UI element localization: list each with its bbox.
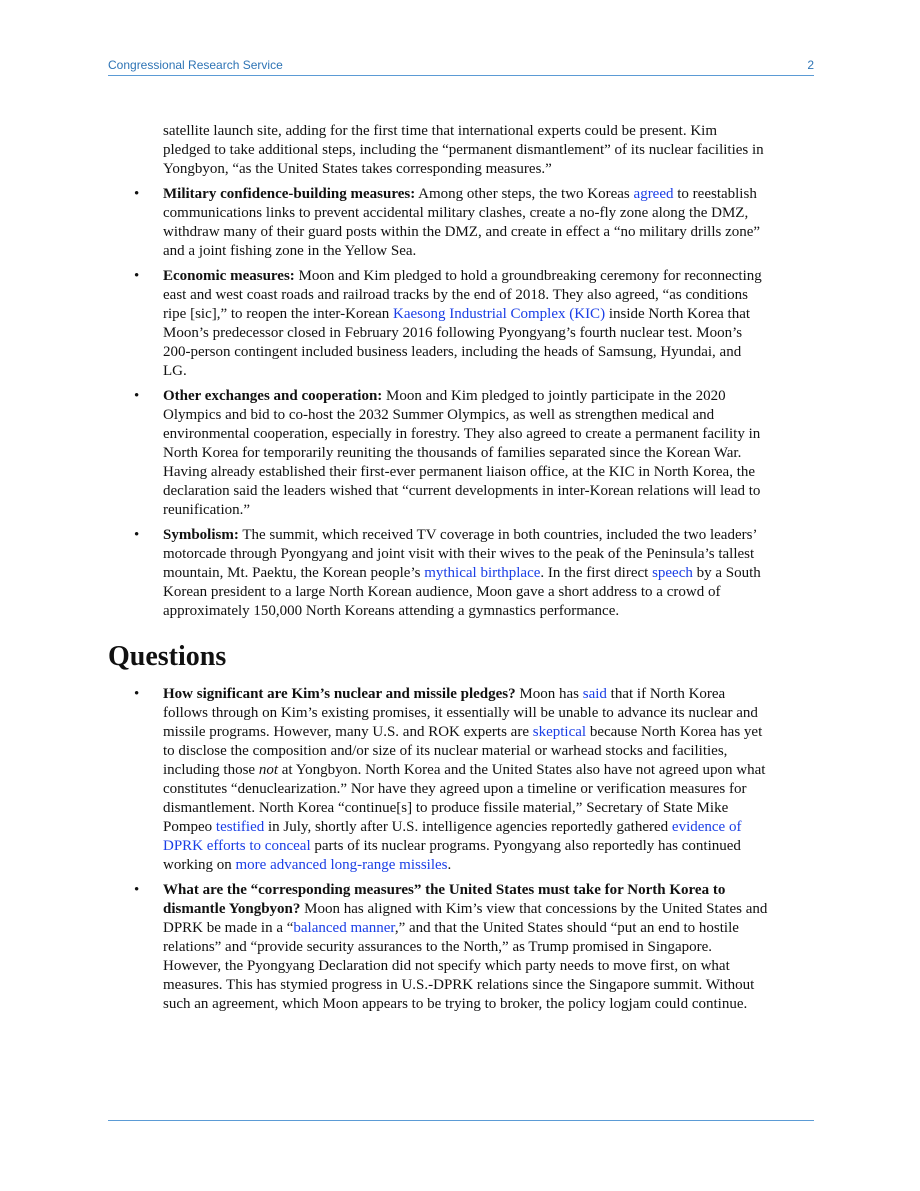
text-run: in July, shortly after U.S. intelligence agencies reportedly gathered (264, 819, 672, 835)
text-run: . (447, 857, 452, 873)
page-number: 2 (807, 58, 814, 72)
hyperlink[interactable]: speech (652, 565, 693, 581)
summit-outcomes-list (108, 185, 768, 621)
bold-lead-text: What are the “corresponding measures” the United States must take for North Korea to dismantle Yongbyon? (163, 882, 726, 917)
bullet-item (108, 267, 768, 381)
text-run: . In the first direct (540, 565, 653, 581)
bullet-icon: • (134, 268, 140, 284)
header-org: Congressional Research Service (108, 58, 283, 72)
text-run: Moon and Kim pledged to hold a groundbreaking ceremony for reconnecting east and west coast roads and railroad tracks by the end of 2018. They also agreed, “as conditions ripe [sic],” to reopen the inter-Korean (163, 268, 762, 322)
bullet-icon: • (134, 527, 140, 543)
bold-lead-text: Other exchanges and cooperation: (163, 388, 383, 404)
document-body (108, 122, 768, 1014)
italic-text: not (258, 762, 278, 778)
text-run: satellite launch site, adding for the first time that international experts could be present. Kim pledged to take additional steps, including the “permanent dismantlement” of its nuclear facilities in Yongbyon, “as the United States takes corresponding measures.” (163, 123, 764, 177)
hyperlink[interactable]: said (582, 686, 607, 702)
text-run: that if North Korea follows through on Kim’s existing promises, it essentially will be unable to advance its nuclear and missile programs. However, many U.S. and ROK experts are (163, 686, 758, 740)
bold-lead-text: Symbolism: (163, 527, 239, 543)
bullet-icon: • (134, 388, 140, 404)
hyperlink[interactable]: mythical birthplace (424, 565, 541, 581)
bullet-item (108, 185, 768, 261)
page-header (108, 58, 814, 74)
text-run: ,” and that the United States should “put an end to hostile relations” and “provide security assurances to the North,” as Trump promised in Singapore. However, the Pyongyang Declaration did not specify which party needs to move first, on what measures. This has stymied progress in U.S.-DPRK relations since the Singapore summit. Without such an agreement, which Moon appears to be trying to broker, the policy logjam could continue. (163, 920, 755, 1012)
text-run: The summit, which received TV coverage in both countries, included the two leaders’ motorcade through Pyongyang and joint visit with their wives to the peak of the Peninsula’s tallest mountain, Mt. Paektu, the Korean people’s (163, 527, 757, 581)
text-run: because North Korea has yet to disclose the composition and/or size of its nuclear material or warhead stocks and facilities, including those (163, 724, 763, 778)
hyperlink[interactable]: agreed (633, 186, 674, 202)
header-rule (108, 75, 814, 76)
text-run: to reestablish communications links to prevent accidental military clashes, create a no-fly zone along the DMZ, withdraw many of their guard posts within the DMZ, and create in effect a “no military drills zone” and a joint fishing zone in the Yellow Sea. (163, 186, 761, 259)
hyperlink[interactable]: skeptical (532, 724, 587, 740)
bullet-item (108, 526, 768, 621)
bullet-item (108, 685, 768, 875)
hyperlink[interactable]: balanced manner (293, 920, 395, 936)
text-run: Moon and Kim pledged to jointly participate in the 2020 Olympics and bid to co-host the 2032 Summer Olympics, as well as strengthen medical and environmental cooperation, especially in forestry. They also agreed to create a permanent facility in North Korea for temporarily reuniting the thousands of families separated since the Korean War. Having already established their first-ever permanent liaison office, at the KIC in North Korea, the declaration said the leaders wished that “current developments in inter-Korean relations will lead to reunification.” (163, 388, 761, 518)
footer-rule (108, 1120, 814, 1121)
questions-list (108, 685, 768, 1014)
bullet-item (108, 387, 768, 520)
text-run: Moon has (515, 686, 583, 702)
text-run: Moon has aligned with Kim’s view that concessions by the United States and DPRK be made in a “ (163, 901, 768, 936)
section-heading: Questions (108, 641, 227, 672)
bullet-icon: • (134, 686, 140, 702)
bold-lead-text: Military confidence-building measures: (163, 186, 416, 202)
text-run: at Yongbyon. North Korea and the United States also have not agreed upon what constitutes “denuclearization.” Nor have they agreed upon a timeline or verification measures for dismantlement. North Korea “continue[s] to produce fissile material,” Secretary of State Mike Pompeo (163, 762, 766, 835)
bullet-icon: • (134, 882, 140, 898)
bold-lead-text: How significant are Kim’s nuclear and missile pledges? (163, 686, 516, 702)
hyperlink[interactable]: testified (215, 819, 265, 835)
text-run: Among other steps, the two Koreas (415, 186, 634, 202)
hyperlink[interactable]: more advanced long-range missiles (235, 857, 448, 873)
continued-paragraph (163, 122, 768, 179)
bullet-item (108, 881, 768, 1014)
bullet-icon: • (134, 186, 140, 202)
hyperlink[interactable]: Kaesong Industrial Complex (KIC) (393, 306, 606, 322)
text-run: parts of its nuclear programs. Pyongyang also reportedly has continued working on (163, 838, 741, 873)
hyperlink[interactable]: evidence of DPRK efforts to conceal (163, 819, 742, 854)
text-run: inside North Korea that Moon’s predecessor closed in February 2016 following Pyongyang’s fourth nuclear test. Moon’s 200-person contingent included business leaders, including the heads of Samsung, Hyundai, and LG. (163, 306, 751, 379)
bold-lead-text: Economic measures: (163, 268, 295, 284)
text-run: by a South Korean president to a large North Korean audience, Moon gave a short address to a crowd of approximately 150,000 North Koreans attending a gymnastics performance. (163, 565, 761, 619)
